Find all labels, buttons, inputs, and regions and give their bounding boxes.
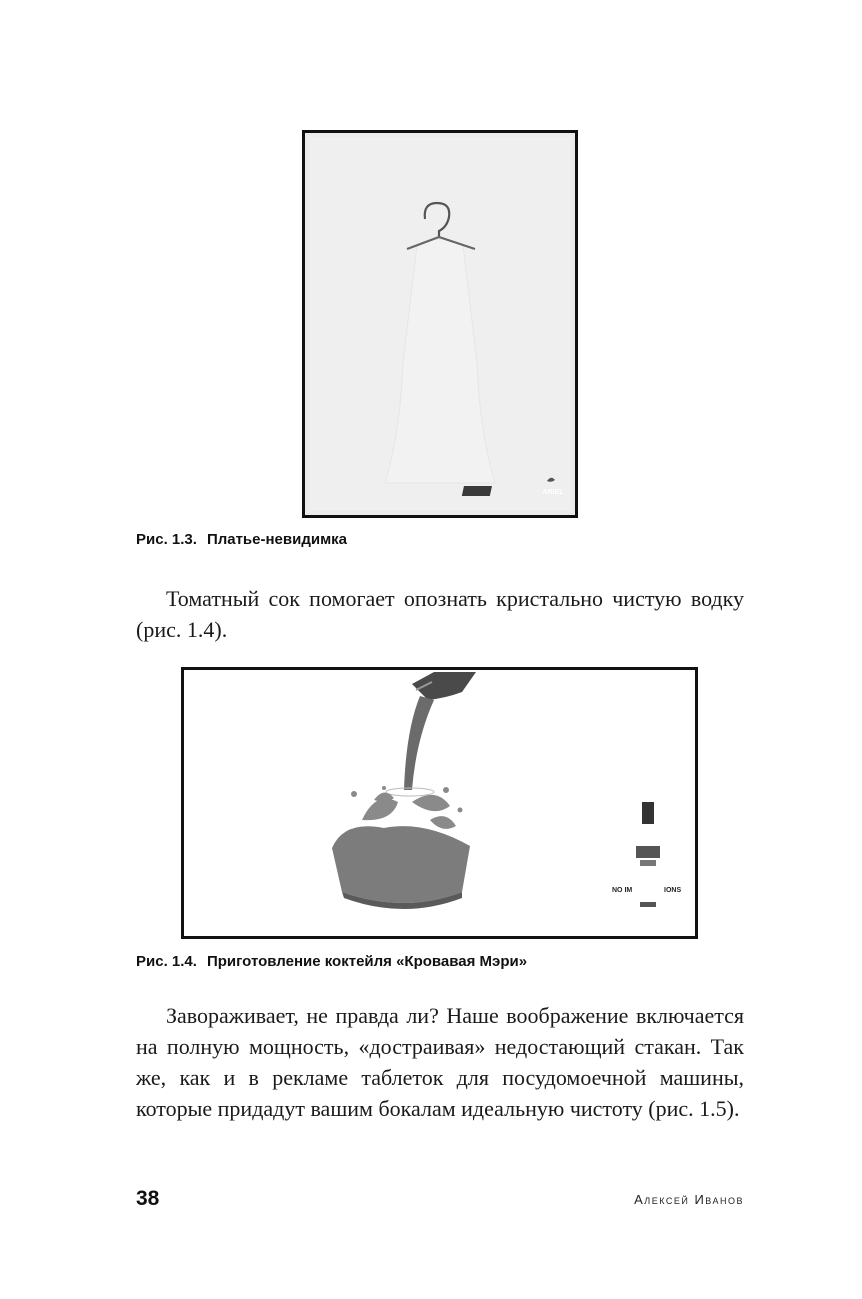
- caption-title: Платье-невидимка: [206, 531, 348, 548]
- liquid-body: [332, 826, 470, 903]
- brand-mark-text: ARIEL: [542, 489, 564, 496]
- figure-caption: [136, 953, 527, 970]
- hanger-illustration: [305, 133, 575, 515]
- pouring-illustration: [184, 670, 695, 936]
- figure-bloody-mary: [181, 667, 698, 939]
- juice-stream: [404, 696, 434, 790]
- hanger-hook-icon: [425, 203, 450, 237]
- running-footer-author: Алексей Иванов: [634, 1192, 744, 1207]
- paragraph: Завораживает, не правда ли? Наше воображение включается на полную мощность, «достраивая» недостающий стакан. Так же, как и в рекламе таблеток для посудомоечной машины, которые придадут вашим бокалам идеальную чистоту (рис. 1.5).: [136, 1003, 744, 1121]
- caption-number: Рис. 1.3.: [136, 531, 197, 548]
- paragraph: Томатный сок помогает опознать кристально чистую водку (рис. 1.4).: [136, 586, 744, 642]
- figure-invisible-dress: [302, 130, 578, 518]
- caption-title: Приготовление коктейля «Кровавая Мэри»: [206, 953, 528, 970]
- bottle-neck-icon: [412, 672, 476, 700]
- vodka-bottle-icon: [636, 802, 660, 907]
- dress-silhouette: [385, 239, 495, 483]
- bottle-label-left: NO IM: [612, 887, 633, 894]
- figure-caption: [136, 531, 347, 548]
- bottle-label-right: IONS: [664, 887, 682, 894]
- caption-number: Рис. 1.4.: [136, 953, 197, 970]
- page-number: 38: [136, 1187, 160, 1210]
